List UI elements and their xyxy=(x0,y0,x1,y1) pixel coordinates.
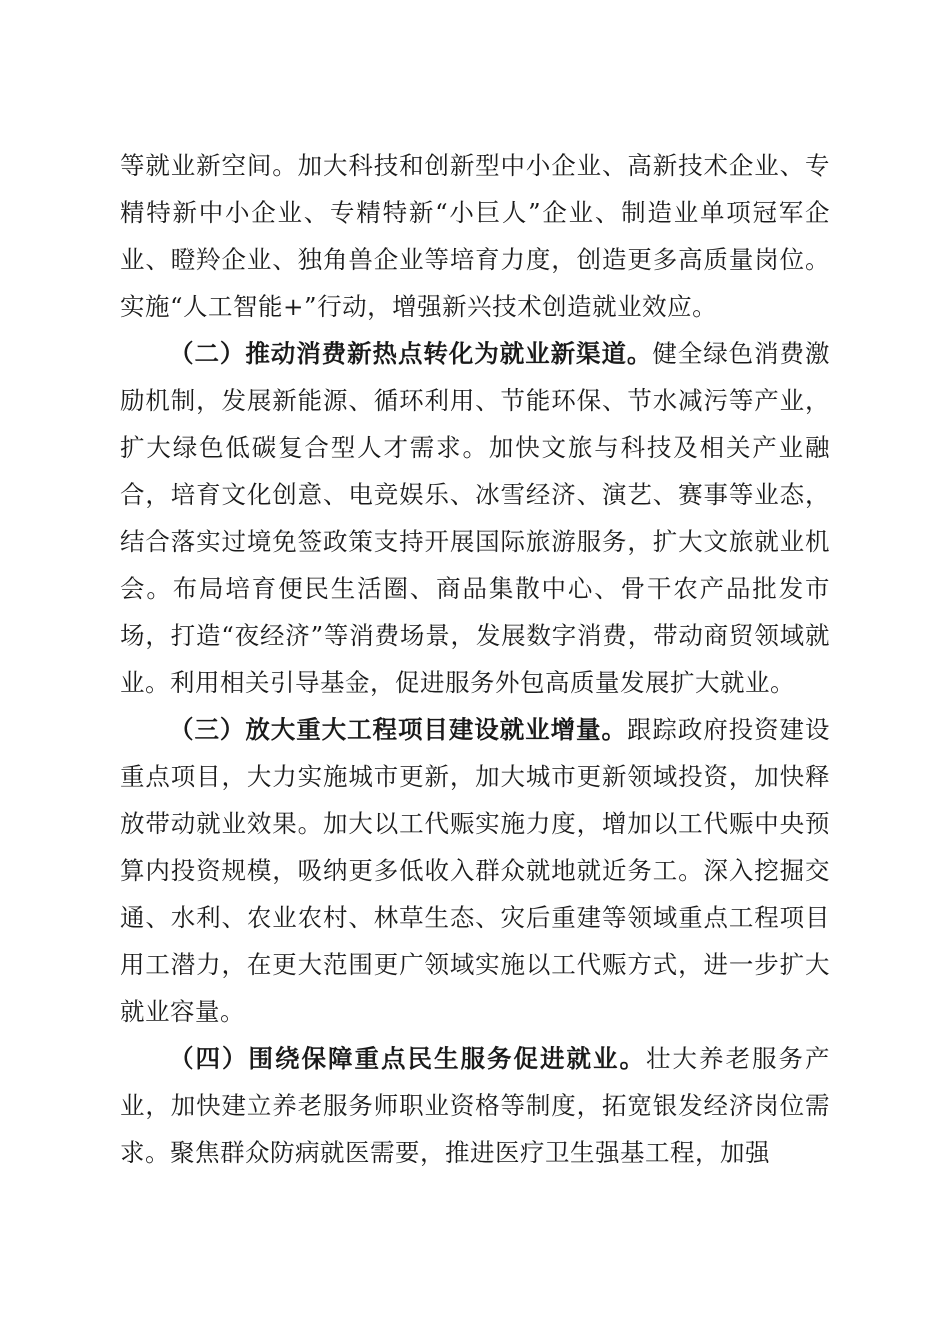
paragraph-text: 等就业新空间。加大科技和创新型中小企业、高新技术企业、专精特新中小企业、专精特新“小巨人”企业、制造业单项冠军企业、瞪羚企业、独角兽企业等培育力度，创造更多高质量岗位。实施“人工智能+”行动，增强新兴技术创造就业效应。 xyxy=(120,151,830,321)
paragraph-text: 跟踪政府投资建设重点项目，大力实施城市更新，加大城市更新领域投资，加快释放带动就业效果。加大以工代赈实施力度，增加以工代赈中央预算内投资规模，吸纳更多低收入群众就地就近务工。深入挖掘交通、水利、农业农村、林草生态、灾后重建等领域重点工程项目用工潜力，在更大范围更广领域实施以工代赈方式，进一步扩大就业容量。 xyxy=(120,715,831,1026)
document-body xyxy=(120,142,830,1176)
section-heading: （四）围绕保障重点民生服务促进就业。 xyxy=(169,1044,646,1073)
paragraph-section-4 xyxy=(120,1035,830,1176)
paragraph-text: 壮大养老服务产业，加快建立养老服务师职业资格等制度，拓宽银发经济岗位需求。聚焦群众防病就医需要，推进医疗卫生强基工程，加强 xyxy=(120,1044,830,1167)
paragraph-section-3 xyxy=(120,706,830,1035)
paragraph-continuation xyxy=(120,142,830,330)
paragraph-text: 健全绿色消费激励机制，发展新能源、循环利用、节能环保、节水减污等产业，扩大绿色低碳复合型人才需求。加快文旅与科技及相关产业融合，培育文化创意、电竞娱乐、冰雪经济、演艺、赛事等业态，结合落实过境免签政策支持开展国际旅游服务，扩大文旅就业机会。布局培育便民生活圈、商品集散中心、骨干农产品批发市场，打造“夜经济”等消费场景，发展数字消费，带动商贸领域就业。利用相关引导基金，促进服务外包高质量发展扩大就业。 xyxy=(120,339,830,697)
paragraph-section-2 xyxy=(120,330,830,706)
section-heading: （二）推动消费新热点转化为就业新渠道。 xyxy=(169,339,653,368)
section-heading: （三）放大重大工程项目建设就业增量。 xyxy=(169,715,627,744)
